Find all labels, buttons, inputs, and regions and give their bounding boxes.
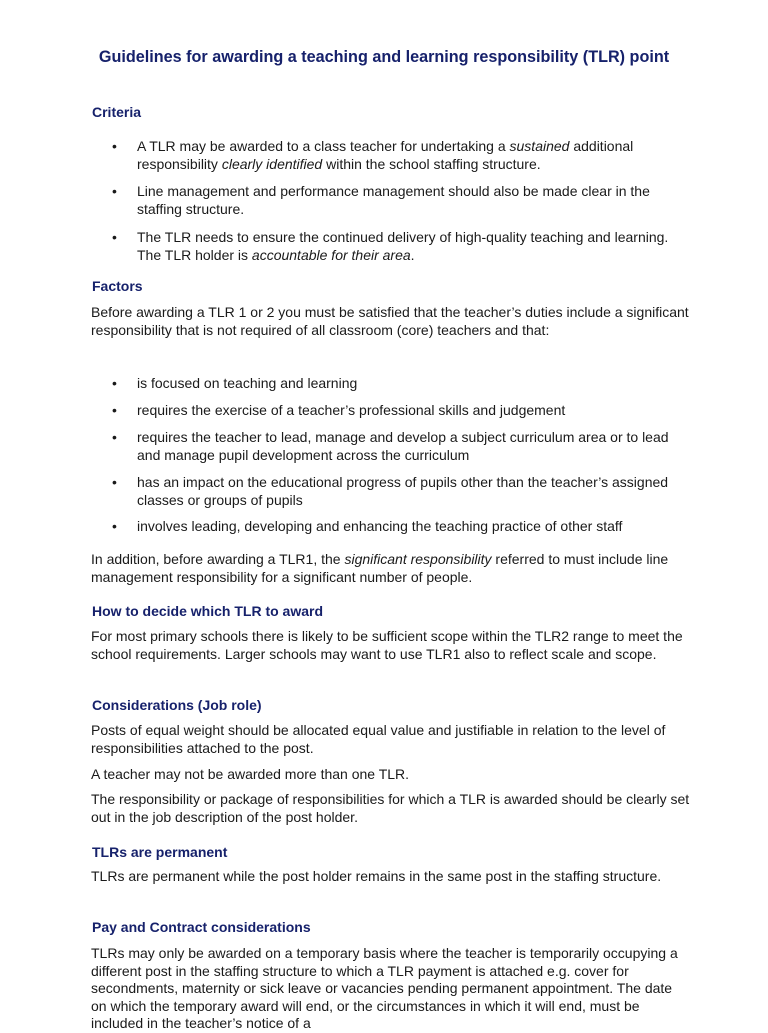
- how-heading: How to decide which TLR to award: [92, 603, 324, 619]
- pay-heading: Pay and Contract considerations: [92, 919, 311, 935]
- criteria-heading: Criteria: [92, 104, 142, 120]
- factors-heading: Factors: [92, 278, 143, 294]
- factors-item-1: • is focused on teaching and learning: [112, 375, 358, 391]
- how-text: For most primary schools there is likely to be sufficient scope within the TLR2 range to meet the school requirements. Larger schools may want to use TLR1 also to reflect scale and scope.: [91, 628, 683, 662]
- bullet-icon: •: [112, 229, 117, 245]
- considerations-p2: A teacher may not be awarded more than one TLR.: [91, 766, 410, 782]
- factors-item-4: • has an impact on the educational progress of pupils other than the teacher’s assigned classes or groups of pupils: [112, 474, 669, 508]
- considerations-p1: Posts of equal weight should be allocated equal value and justifiable in relation to the level of responsibilities attached to the post.: [91, 722, 666, 756]
- pay-text: TLRs may only be awarded on a temporary basis where the teacher is temporarily occupying a different post in the staffing structure to which a TLR payment is attached e.g. cover for secondments, maternity or sick leave or vacancies pending permanent appointment. The date on which the temporary award will end, or the circumstances in which it will end, must be included in the teacher’s notice of a: [91, 945, 678, 1032]
- bullet-icon: •: [112, 518, 117, 534]
- considerations-p3: The responsibility or package of responsibilities for which a TLR is awarded should be clearly set out in the job description of the post holder.: [91, 791, 690, 825]
- factors-item-5: • involves leading, developing and enhancing the teaching practice of other staff: [112, 518, 623, 534]
- bullet-icon: •: [112, 474, 117, 490]
- criteria-item-1: • A TLR may be awarded to a class teacher for undertaking a sustained additional responsibility clearly identified within the school staffing structure.: [112, 138, 634, 172]
- bullet-icon: •: [112, 429, 117, 445]
- factors-addition: In addition, before awarding a TLR1, the significant responsibility referred to must include line management responsibility for a significant number of people.: [91, 551, 669, 585]
- document-title: Guidelines for awarding a teaching and learning responsibility (TLR) point: [98, 48, 670, 66]
- bullet-icon: •: [112, 183, 117, 199]
- bullet-icon: •: [112, 402, 117, 418]
- factors-item-2: • requires the exercise of a teacher’s professional skills and judgement: [112, 402, 566, 418]
- permanent-heading: TLRs are permanent: [92, 844, 228, 860]
- criteria-item-2: • Line management and performance management should also be made clear in the staffing structure.: [112, 183, 650, 217]
- bullet-icon: •: [112, 138, 117, 154]
- bullet-icon: •: [112, 375, 117, 391]
- considerations-heading: Considerations (Job role): [92, 697, 262, 713]
- factors-item-3: • requires the teacher to lead, manage and develop a subject curriculum area or to lead and manage pupil development across the curriculum: [112, 429, 669, 463]
- factors-intro: Before awarding a TLR 1 or 2 you must be satisfied that the teacher’s duties include a significant responsibility that is not required of all classroom (core) teachers and that:: [91, 304, 689, 338]
- criteria-item-3: • The TLR needs to ensure the continued delivery of high-quality teaching and learning. The TLR holder is accountable for their area.: [112, 229, 669, 263]
- permanent-text: TLRs are permanent while the post holder remains in the same post in the staffing structure.: [91, 868, 662, 884]
